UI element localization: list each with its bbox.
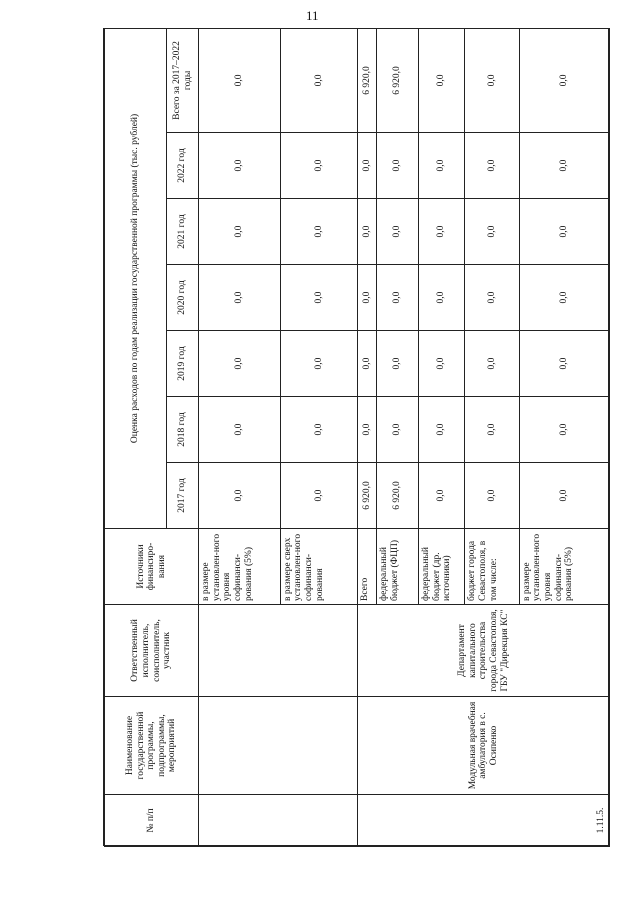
header-name: Наименование государственной программы, подпрограммы, мероприятий <box>105 697 199 795</box>
value-cell: 0,0 <box>465 397 520 463</box>
header-estimate: Оценка расходов по годам реализации государственной программы (тыс. рублей) <box>105 28 167 528</box>
value-cell: 0,0 <box>419 28 465 132</box>
value-cell: 0,0 <box>377 133 419 199</box>
header-year: 2017 год <box>167 463 199 529</box>
value-cell: 0,0 <box>199 397 281 463</box>
page-number: 11 <box>306 8 319 23</box>
value-cell: 0,0 <box>465 199 520 265</box>
value-cell: 0,0 <box>280 133 358 199</box>
value-cell: 0,0 <box>280 265 358 331</box>
value-cell: 0,0 <box>465 133 520 199</box>
value-cell: 0,0 <box>465 265 520 331</box>
header-year-total: Всего за 2017–2022 годы <box>167 28 199 132</box>
value-cell: 0,0 <box>377 265 419 331</box>
table-row <box>199 28 281 846</box>
source-cell: федеральный бюджет (др. источники) <box>419 529 465 605</box>
value-cell: 0,0 <box>519 463 609 529</box>
value-cell: 0,0 <box>358 199 377 265</box>
carryover-num-cell <box>199 795 358 847</box>
carryover-responsible-cell <box>199 605 358 697</box>
budget-table-frame <box>103 28 609 846</box>
value-cell: 0,0 <box>377 331 419 397</box>
header-year: 2020 год <box>167 265 199 331</box>
value-cell: 0,0 <box>199 463 281 529</box>
item-name-cell: Модульная врачебная амбулатория в с. Осипенко <box>358 697 610 795</box>
source-cell: Всего <box>358 529 377 605</box>
value-cell: 0,0 <box>199 133 281 199</box>
value-cell: 0,0 <box>280 397 358 463</box>
value-cell: 0,0 <box>419 265 465 331</box>
value-cell: 0,0 <box>199 265 281 331</box>
value-cell: 0,0 <box>519 133 609 199</box>
value-cell: 0,0 <box>377 397 419 463</box>
header-responsible: Ответственный исполнитель, соисполнитель, участник <box>105 605 199 697</box>
value-cell: 0,0 <box>280 463 358 529</box>
budget-table <box>104 28 610 847</box>
value-cell: 0,0 <box>358 265 377 331</box>
value-cell: 0,0 <box>419 463 465 529</box>
item-responsible-cell: Департамент капитального строительства города Севастополя, ГБУ "Дирекция КС" <box>358 605 610 697</box>
rotated-table-wrapper <box>104 29 610 847</box>
value-cell: 0,0 <box>419 397 465 463</box>
value-cell: 0,0 <box>199 28 281 132</box>
value-cell: 0,0 <box>280 199 358 265</box>
header-year: 2018 год <box>167 397 199 463</box>
value-cell: 0,0 <box>199 199 281 265</box>
value-cell: 0,0 <box>419 133 465 199</box>
value-cell: 6 920,0 <box>358 463 377 529</box>
source-cell: федеральный бюджет (ФЦП) <box>377 529 419 605</box>
value-cell: 0,0 <box>519 199 609 265</box>
value-cell: 6 920,0 <box>358 28 377 132</box>
value-cell: 6 920,0 <box>377 28 419 132</box>
header-num: № п/п <box>105 795 199 847</box>
value-cell: 0,0 <box>519 397 609 463</box>
value-cell: 0,0 <box>465 463 520 529</box>
item-num-cell: 1.11.5. <box>358 795 610 847</box>
value-cell: 0,0 <box>358 133 377 199</box>
value-cell: 0,0 <box>519 331 609 397</box>
value-cell: 6 920,0 <box>377 463 419 529</box>
value-cell: 0,0 <box>465 331 520 397</box>
header-year: 2021 год <box>167 199 199 265</box>
value-cell: 0,0 <box>280 28 358 132</box>
table-row <box>358 28 377 846</box>
value-cell: 0,0 <box>280 331 358 397</box>
value-cell: 0,0 <box>377 199 419 265</box>
header-row-top <box>105 28 167 846</box>
value-cell: 0,0 <box>358 397 377 463</box>
source-cell: в размере установлен-ного уровня софинанси-рования (5%) <box>199 529 281 605</box>
header-sources: Источники финансиро-вания <box>105 529 199 605</box>
header-year: 2022 год <box>167 133 199 199</box>
source-cell: в размере установлен-ного уровня софинанси-рования (5%) <box>519 529 609 605</box>
value-cell: 0,0 <box>419 199 465 265</box>
source-cell: бюджет города Севастополя, в том числе: <box>465 529 520 605</box>
value-cell: 0,0 <box>519 28 609 132</box>
value-cell: 0,0 <box>199 331 281 397</box>
carryover-name-cell <box>199 697 358 795</box>
value-cell: 0,0 <box>419 331 465 397</box>
value-cell: 0,0 <box>465 28 520 132</box>
value-cell: 0,0 <box>519 265 609 331</box>
source-cell: в размере сверх установлен-ного софинанси-рования <box>280 529 358 605</box>
value-cell: 0,0 <box>358 331 377 397</box>
header-year: 2019 год <box>167 331 199 397</box>
